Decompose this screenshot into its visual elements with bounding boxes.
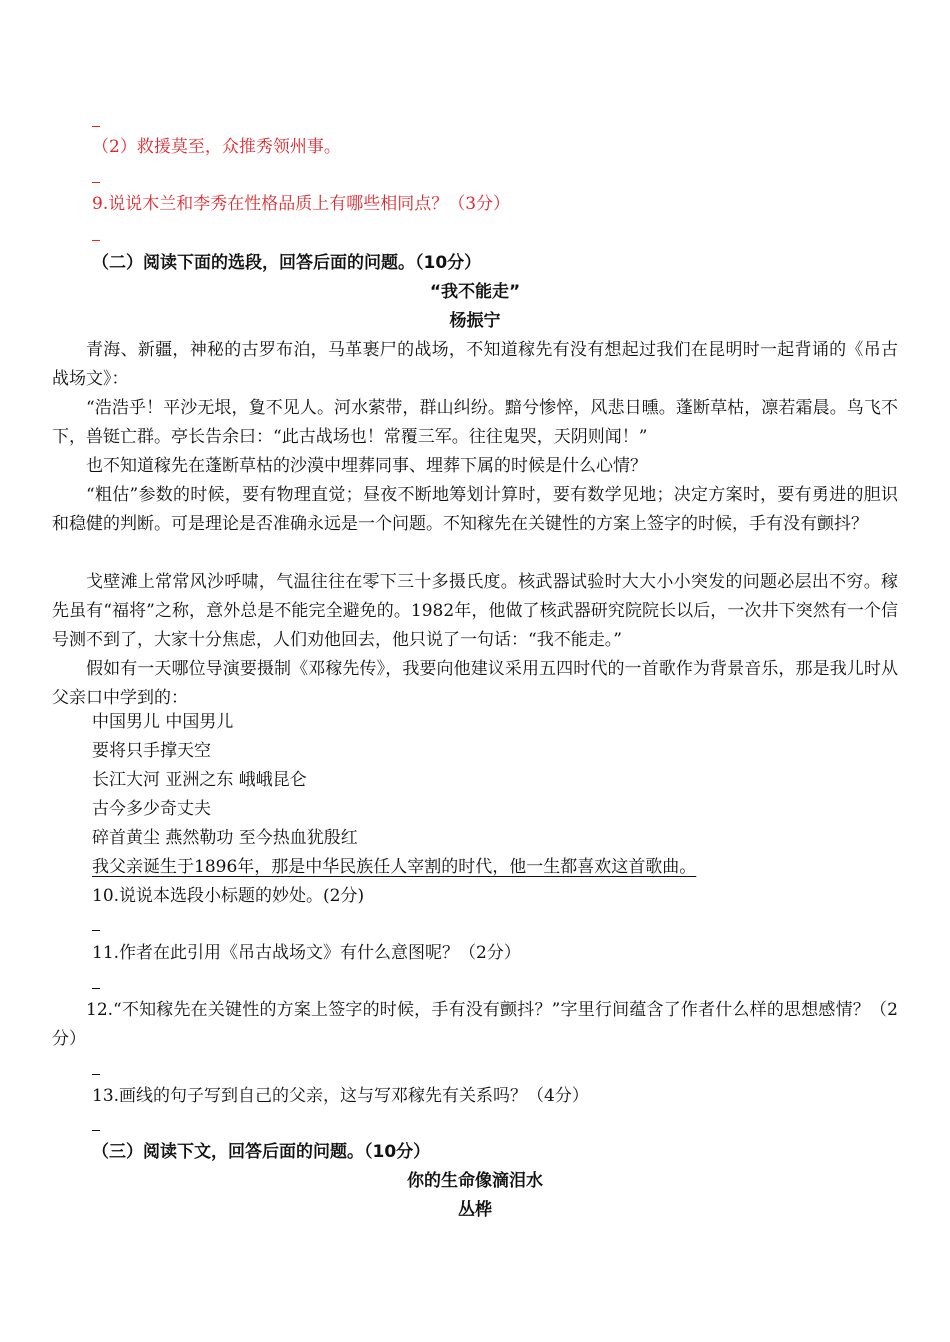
underlined-sentence: 我父亲诞生于1896年，那是中华民族任人宰割的时代，他一生都喜欢这首歌曲。: [92, 857, 697, 877]
section-3-heading: （三）阅读下文，回答后面的问题。（10分）: [92, 1142, 431, 1162]
paragraph-6: 假如有一天哪位导演要摄制《邓稼先传》，我要向他建议采用五四时代的一首歌作为背景音乐，那是我儿时从父亲口中学到的：: [52, 659, 898, 708]
paragraph-1: 青海、新疆，神秘的古罗布泊，马革裹尸的战场，不知道稼先有没有想起过我们在昆明时一起背诵的《吊古战场文》：: [52, 340, 898, 389]
answer-blank: [92, 182, 100, 183]
song-line: 碎首黄尘 燕然勒功 至今热血犹殷红: [92, 828, 358, 848]
section-2-title: “我不能走”: [429, 282, 521, 302]
paragraph-3: 也不知道稼先在蓬断草枯的沙漠中埋葬同事、埋葬下属的时候是什么心情？: [86, 456, 647, 476]
answer-blank: [92, 930, 100, 931]
question-12: 12.“不知稼先在关键性的方案上签字的时候，手有没有颤抖？”字里行间蕴含了作者什么样的思想感情？（2分）: [52, 1000, 898, 1049]
section-3-author: 丛桦: [458, 1200, 492, 1220]
paragraph-4: “粗估”参数的时候，要有物理直觉；昼夜不断地筹划计算时，要有数学见地；决定方案时，要有勇进的胆识和稳健的判断。可是理论是否准确永远是一个问题。不知稼先在关键性的方案上签字的时候，手有没有颤抖？: [52, 485, 898, 534]
answer-blank: [92, 240, 100, 241]
song-line: 要将只手撑天空: [92, 741, 211, 761]
section-2-author: 杨振宁: [449, 311, 501, 331]
question-9: 9.说说木兰和李秀在性格品质上有哪些相同点？（3分）: [92, 194, 511, 214]
answer-blank: [92, 988, 100, 989]
answer-blank: [92, 1074, 100, 1075]
question-13: 13.画线的句子写到自己的父亲，这与写邓稼先有关系吗？（4分）: [92, 1086, 589, 1106]
section-3-title: 你的生命像滴泪水: [407, 1171, 543, 1191]
answer-blank: [92, 1130, 100, 1131]
answer-blank: [92, 126, 100, 127]
paragraph-2: “浩浩乎！平沙无垠，夐不见人。河水萦带，群山纠纷。黯兮惨悴，风悲日曛。蓬断草枯，凛若霜晨。鸟飞不下，兽铤亡群。亭长告余曰：“此古战场也！常覆三军。往往鬼哭，天阴则闻！”: [52, 398, 898, 447]
question-8-2: （2）救援莫至，众推秀领州事。: [92, 137, 341, 157]
song-line: 古今多少奇丈夫: [92, 799, 211, 819]
question-10: 10.说说本选段小标题的妙处。(2分): [92, 886, 365, 906]
section-2-heading: （二）阅读下面的选段，回答后面的问题。（10分）: [92, 253, 482, 273]
song-line: 中国男儿 中国男儿: [92, 712, 234, 732]
paragraph-5: 戈壁滩上常常风沙呼啸，气温往往在零下三十多摄氏度。核武器试验时大大小小突发的问题必层出不穷。稼先虽有“福将”之称，意外总是不能完全避免的。1982年，他做了核武器研究院院长以后，一次井下突然有一个信号测不到了，大家十分焦虑，人们劝他回去，他只说了一句话：“我不能走。”: [52, 572, 898, 650]
song-line: 长江大河 亚洲之东 峨峨昆仑: [92, 770, 307, 790]
question-11: 11.作者在此引用《吊古战场文》有什么意图呢？（2分）: [92, 943, 521, 963]
